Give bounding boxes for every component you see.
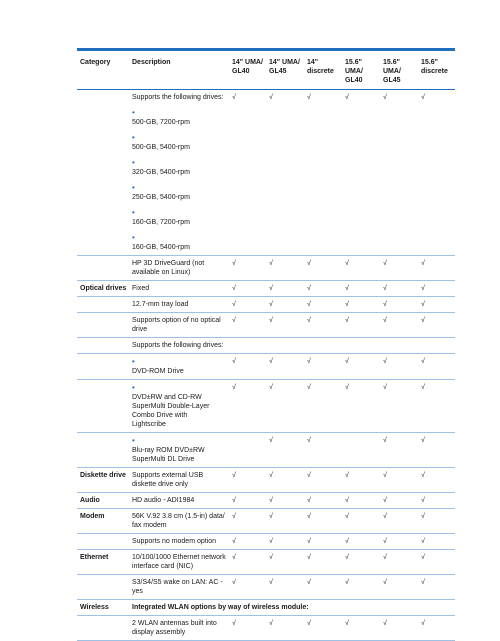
empty-cell (418, 338, 455, 354)
check-icon: √ (418, 493, 455, 509)
check-icon: √ (266, 534, 304, 550)
check-icon: √ (418, 468, 455, 493)
check-icon: √ (229, 493, 266, 509)
check-icon: √ (342, 575, 380, 600)
check-icon: √ (266, 380, 304, 433)
row-category (77, 230, 129, 256)
description-text: Blu-ray ROM DVD±RW SuperMulti DL Drive (132, 447, 205, 463)
check-icon: √ (304, 256, 342, 281)
table-row (77, 468, 455, 493)
check-icon: √ (304, 509, 342, 534)
row-category (77, 616, 129, 641)
check-icon: √ (383, 94, 387, 101)
check-icon: √ (304, 313, 342, 338)
check-icon: √ (229, 281, 266, 297)
bullet-icon: • (132, 108, 135, 117)
check-icon: √ (418, 616, 455, 641)
check-icon: √ (342, 354, 380, 380)
table-body (77, 90, 455, 641)
row-category (77, 534, 129, 550)
empty-cell (342, 338, 380, 354)
empty-cell (266, 130, 304, 155)
empty-cell (342, 180, 380, 205)
specifications-table (77, 48, 455, 641)
bullet-icon: • (132, 233, 135, 242)
row-description (129, 105, 229, 130)
check-icon: √ (418, 550, 455, 575)
empty-cell (229, 130, 266, 155)
empty-cell (229, 433, 266, 468)
check-icon: √ (418, 256, 455, 281)
description-text: Fixed (132, 285, 150, 292)
row-category (77, 90, 129, 106)
check-icon: √ (418, 509, 455, 534)
empty-cell (342, 155, 380, 180)
check-icon: √ (307, 94, 311, 101)
check-icon: √ (342, 297, 380, 313)
check-icon: √ (266, 256, 304, 281)
row-category (77, 575, 129, 600)
table-row (77, 575, 455, 600)
table-row (77, 600, 455, 616)
check-icon: √ (304, 616, 342, 641)
header-description: Description (129, 50, 229, 90)
empty-cell (418, 105, 455, 130)
table-row (77, 281, 455, 297)
description-text: DVD-ROM Drive (132, 368, 184, 375)
check-icon: √ (380, 297, 418, 313)
check-icon: √ (342, 534, 380, 550)
description-text: 160-GB, 7200-rpm (132, 219, 190, 226)
row-category (77, 433, 129, 468)
empty-cell (266, 155, 304, 180)
empty-cell (342, 105, 380, 130)
empty-cell (342, 205, 380, 230)
check-icon: √ (418, 297, 455, 313)
check-icon: √ (229, 313, 266, 338)
row-category (77, 338, 129, 354)
check-icon: √ (229, 575, 266, 600)
table-row (77, 616, 455, 641)
check-icon: √ (380, 616, 418, 641)
header-14-uma-gl40: 14" UMA/ GL40 (229, 50, 266, 90)
description-text: 12.7-mm tray load (132, 301, 189, 308)
empty-cell (229, 230, 266, 256)
check-icon: √ (304, 468, 342, 493)
table-row (77, 155, 455, 180)
row-description (129, 338, 229, 354)
row-description (129, 354, 229, 380)
description-text: Supports the following drives: (132, 342, 224, 349)
description-text: DVD±RW and CD-RW SuperMulti Double-Layer Combo Drive with Lightscribe (132, 394, 210, 428)
check-icon: √ (229, 550, 266, 575)
check-icon: √ (304, 575, 342, 600)
row-description (129, 433, 229, 468)
row-description (129, 180, 229, 205)
table-row (77, 380, 455, 433)
empty-cell (418, 130, 455, 155)
empty-cell (418, 155, 455, 180)
description-text: 250-GB, 5400-rpm (132, 194, 190, 201)
table-row (77, 105, 455, 130)
empty-cell (266, 230, 304, 256)
empty-cell (380, 205, 418, 230)
row-category: Modem (77, 509, 129, 534)
check-icon: √ (304, 281, 342, 297)
empty-cell (342, 130, 380, 155)
check-icon: √ (304, 297, 342, 313)
table-row (77, 90, 455, 106)
bullet-icon: • (132, 357, 135, 366)
row-description (129, 468, 229, 493)
row-category: Audio (77, 493, 129, 509)
table-row (77, 509, 455, 534)
empty-cell (380, 130, 418, 155)
row-description (129, 256, 229, 281)
bullet-icon: • (132, 436, 135, 445)
empty-cell (418, 230, 455, 256)
check-icon: √ (380, 433, 418, 468)
header-15-discrete: 15.6" discrete (418, 50, 455, 90)
row-description (129, 155, 229, 180)
bullet-icon: • (132, 183, 135, 192)
check-icon: √ (342, 256, 380, 281)
check-icon: √ (304, 354, 342, 380)
empty-cell (304, 338, 342, 354)
check-icon: √ (229, 354, 266, 380)
row-category: Wireless (77, 600, 129, 616)
description-text: Supports external USB diskette drive only (132, 472, 204, 488)
bullet-icon: • (132, 133, 135, 142)
check-icon: √ (342, 550, 380, 575)
check-icon: √ (229, 380, 266, 433)
check-icon: √ (229, 509, 266, 534)
description-text: 160-GB, 5400-rpm (132, 244, 190, 251)
row-description (129, 205, 229, 230)
bullet-icon: • (132, 383, 135, 392)
check-icon: √ (304, 380, 342, 433)
description-text: S3/S4/S5 wake on LAN: AC - yes (132, 579, 223, 595)
row-description (129, 380, 229, 433)
row-description (129, 130, 229, 155)
header-14-discrete: 14" discrete (304, 50, 342, 90)
row-category (77, 297, 129, 313)
row-description (129, 493, 229, 509)
row-description (129, 90, 229, 106)
table-row (77, 256, 455, 281)
check-icon: √ (380, 509, 418, 534)
check-icon: √ (342, 281, 380, 297)
table-row (77, 338, 455, 354)
table-row (77, 354, 455, 380)
check-icon: √ (418, 575, 455, 600)
description-text: 500-GB, 7200-rpm (132, 119, 190, 126)
bullet-icon: • (132, 208, 135, 217)
empty-cell (266, 180, 304, 205)
description-text: 56K V.92 3.8 cm (1.5-in) data/ fax modem (132, 513, 225, 529)
empty-cell (380, 105, 418, 130)
empty-cell (229, 155, 266, 180)
row-category (77, 205, 129, 230)
empty-cell (266, 105, 304, 130)
row-description (129, 616, 229, 641)
check-icon: √ (266, 468, 304, 493)
header-category: Category (77, 50, 129, 90)
check-icon: √ (380, 256, 418, 281)
empty-cell (229, 338, 266, 354)
check-icon: √ (229, 256, 266, 281)
check-icon: √ (380, 534, 418, 550)
check-icon: √ (380, 313, 418, 338)
check-icon: √ (266, 297, 304, 313)
row-category (77, 180, 129, 205)
table-row (77, 130, 455, 155)
row-description (129, 297, 229, 313)
table-row (77, 550, 455, 575)
empty-cell (266, 205, 304, 230)
empty-cell (304, 180, 342, 205)
row-description (129, 230, 229, 256)
empty-cell (229, 180, 266, 205)
check-icon: √ (342, 380, 380, 433)
check-icon: √ (304, 493, 342, 509)
row-description (129, 534, 229, 550)
empty-cell (380, 155, 418, 180)
check-icon: √ (418, 380, 455, 433)
row-category (77, 155, 129, 180)
empty-cell (342, 433, 380, 468)
row-description (129, 550, 229, 575)
check-icon: √ (418, 281, 455, 297)
check-icon: √ (380, 493, 418, 509)
check-icon: √ (229, 616, 266, 641)
description-text: HD audio - ADI1984 (132, 497, 195, 504)
row-description (129, 600, 455, 616)
check-icon: √ (266, 433, 304, 468)
empty-cell (418, 180, 455, 205)
empty-cell (229, 205, 266, 230)
empty-cell (229, 105, 266, 130)
empty-cell (266, 338, 304, 354)
row-description (129, 281, 229, 297)
table-row (77, 205, 455, 230)
empty-cell (304, 155, 342, 180)
table-row (77, 433, 455, 468)
check-icon: √ (304, 550, 342, 575)
check-icon: √ (418, 433, 455, 468)
check-icon: √ (380, 468, 418, 493)
check-icon: √ (266, 313, 304, 338)
empty-cell (380, 230, 418, 256)
row-description (129, 313, 229, 338)
check-icon: √ (342, 509, 380, 534)
row-description (129, 575, 229, 600)
check-icon: √ (380, 575, 418, 600)
table-row (77, 297, 455, 313)
check-icon: √ (304, 534, 342, 550)
empty-cell (418, 205, 455, 230)
row-category (77, 313, 129, 338)
description-text: 500-GB, 5400-rpm (132, 144, 190, 151)
check-icon: √ (418, 534, 455, 550)
row-category (77, 105, 129, 130)
check-icon: √ (229, 468, 266, 493)
row-category (77, 256, 129, 281)
check-icon: √ (266, 616, 304, 641)
check-icon: √ (229, 534, 266, 550)
check-icon: √ (342, 493, 380, 509)
row-category (77, 130, 129, 155)
row-description (129, 509, 229, 534)
table-row (77, 313, 455, 338)
check-icon: √ (304, 433, 342, 468)
description-text: 2 WLAN antennas built into display assembly (132, 620, 217, 636)
check-icon: √ (380, 281, 418, 297)
row-category (77, 380, 129, 433)
check-icon: √ (342, 616, 380, 641)
empty-cell (304, 105, 342, 130)
check-icon: √ (266, 281, 304, 297)
check-icon: √ (418, 354, 455, 380)
check-icon: √ (266, 509, 304, 534)
empty-cell (380, 338, 418, 354)
description-text: Supports the following drives: (132, 94, 224, 101)
check-icon: √ (266, 550, 304, 575)
check-icon: √ (380, 550, 418, 575)
empty-cell (304, 205, 342, 230)
table-header-row (77, 50, 455, 90)
table-row (77, 534, 455, 550)
description-text: 10/100/1000 Ethernet network interface card (NIC) (132, 554, 226, 570)
header-14-uma-gl45: 14" UMA/ GL45 (266, 50, 304, 90)
empty-cell (304, 130, 342, 155)
empty-cell (342, 230, 380, 256)
check-icon: √ (266, 575, 304, 600)
description-text: Integrated WLAN options by way of wireless module: (132, 604, 309, 611)
check-icon: √ (421, 94, 425, 101)
check-icon: √ (229, 297, 266, 313)
row-category: Optical drives (77, 281, 129, 297)
empty-cell (380, 180, 418, 205)
check-icon: √ (342, 313, 380, 338)
row-category: Diskette drive (77, 468, 129, 493)
row-category: Ethernet (77, 550, 129, 575)
check-icon: √ (380, 354, 418, 380)
check-icon: √ (266, 493, 304, 509)
table-row (77, 180, 455, 205)
description-text: 320-GB, 5400-rpm (132, 169, 190, 176)
table-row (77, 230, 455, 256)
check-icon: √ (232, 94, 236, 101)
empty-cell (304, 230, 342, 256)
header-15-uma-gl40: 15.6" UMA/ GL40 (342, 50, 380, 90)
check-icon: √ (342, 468, 380, 493)
description-text: HP 3D DriveGuard (not available on Linux) (132, 260, 205, 276)
bullet-icon: • (132, 158, 135, 167)
description-text: Supports no modem option (132, 538, 217, 545)
check-icon: √ (345, 94, 349, 101)
check-icon: √ (269, 94, 273, 101)
row-category (77, 354, 129, 380)
check-icon: √ (266, 354, 304, 380)
header-15-uma-gl45: 15.6" UMA/ GL45 (380, 50, 418, 90)
check-icon: √ (380, 380, 418, 433)
table-row (77, 493, 455, 509)
check-icon: √ (418, 313, 455, 338)
description-text: Supports option of no optical drive (132, 317, 221, 333)
